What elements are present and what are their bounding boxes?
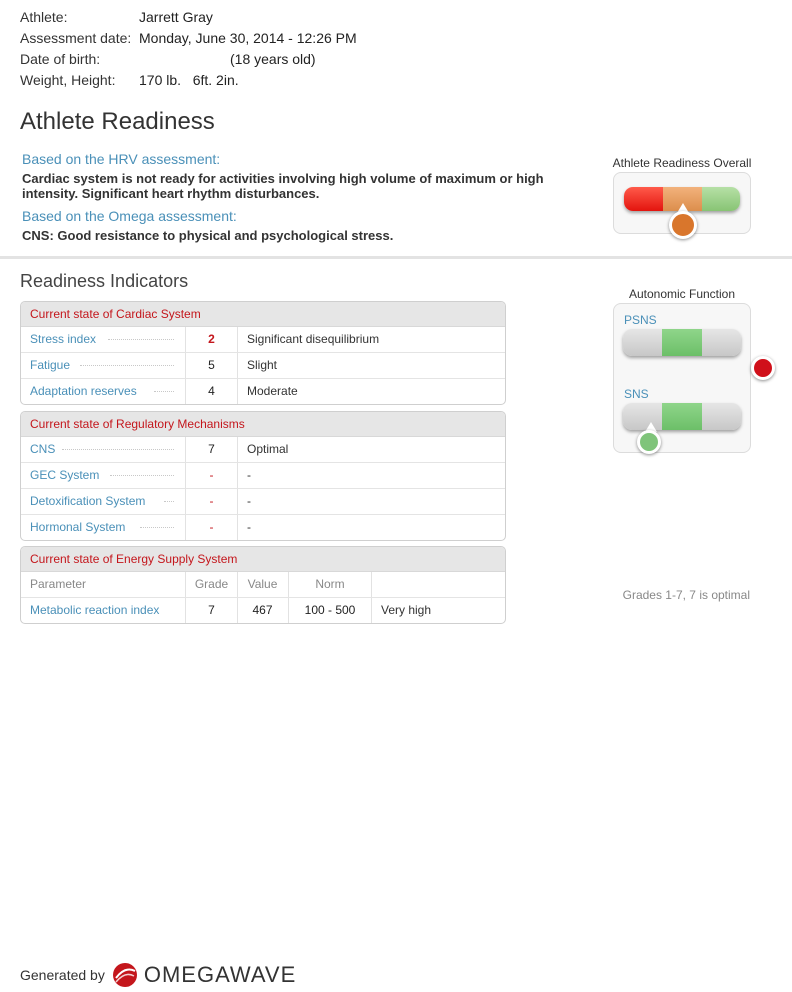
- autonomic-card: [613, 303, 751, 453]
- row-name[interactable]: Metabolic reaction index: [30, 603, 160, 617]
- assessment-date-value: Monday, June 30, 2014 - 12:26 PM: [139, 30, 357, 46]
- dob-value: (18 years old): [230, 51, 316, 67]
- psns-segment-high: [702, 329, 741, 356]
- row-description: Moderate: [247, 384, 298, 398]
- table-header-row: [21, 572, 505, 598]
- table-row: [21, 353, 505, 379]
- dob-label: Date of birth:: [20, 51, 101, 67]
- grades-note: Grades 1-7, 7 is optimal: [622, 588, 750, 602]
- omegawave-wordmark: OMEGAWAVE: [143, 962, 297, 987]
- psns-pointer-icon: [751, 356, 775, 380]
- cardiac-table: [20, 301, 506, 405]
- row-value: 467: [237, 598, 289, 623]
- row-grade: 7: [185, 437, 238, 462]
- athlete-row: [20, 7, 213, 27]
- omega-assessment-label: Based on the Omega assessment:: [22, 208, 237, 224]
- table-row: [21, 437, 505, 463]
- psns-pointer-tip: [757, 342, 769, 352]
- row-name[interactable]: Adaptation reserves: [30, 379, 185, 404]
- column-header-parameter: Parameter: [30, 577, 87, 591]
- weight-height-value: 170 lb. 6ft. 2in.: [139, 72, 239, 88]
- omega-assessment-text: CNS: Good resistance to physical and psychological stress.: [22, 228, 394, 243]
- energy-table-heading: Current state of Energy Supply System: [21, 547, 505, 572]
- regulatory-table: [20, 411, 506, 541]
- row-description: -: [247, 494, 251, 508]
- row-description: Significant disequilibrium: [247, 332, 380, 346]
- generated-by-label: Generated by: [20, 967, 105, 983]
- row-name[interactable]: GEC System: [30, 463, 185, 488]
- row-grade: -: [185, 489, 238, 514]
- table-row: [21, 489, 505, 515]
- indicators-title: Readiness Indicators: [20, 271, 189, 291]
- column-header-value: Value: [237, 572, 289, 597]
- section-divider: [0, 256, 792, 259]
- row-name[interactable]: Hormonal System: [30, 515, 185, 540]
- sns-gauge-bar: [623, 403, 741, 430]
- row-description: Slight: [247, 358, 278, 372]
- regulatory-table-heading: Current state of Regulatory Mechanisms: [21, 412, 505, 437]
- assessment-date-row: [20, 28, 357, 48]
- row-name[interactable]: Stress index: [30, 327, 185, 352]
- overall-gauge-card: [613, 172, 751, 234]
- row-grade: 7: [185, 598, 238, 623]
- row-name[interactable]: Detoxification System: [30, 489, 185, 514]
- row-description: Very high: [381, 603, 432, 617]
- athlete-label: Athlete:: [20, 9, 68, 25]
- row-description: Optimal: [247, 442, 289, 456]
- table-row: [21, 327, 505, 353]
- sns-segment-mid: [662, 403, 702, 430]
- cardiac-table-heading: Current state of Cardiac System: [21, 302, 505, 327]
- weight-height-label: Weight, Height:: [20, 72, 116, 88]
- gauge-segment-low: [624, 187, 663, 211]
- psns-gauge-bar: [623, 329, 741, 356]
- sns-label: SNS: [624, 387, 649, 401]
- psns-segment-low: [623, 329, 662, 356]
- autonomic-title: Autonomic Function: [628, 287, 736, 301]
- row-grade: -: [185, 515, 238, 540]
- row-grade: 4: [185, 379, 238, 404]
- weight-height-row: [20, 70, 239, 90]
- hrv-assessment-text: Cardiac system is not ready for activities involving high volume of maximum or high intensity. Significant heart rhythm disturbances.: [22, 171, 544, 201]
- row-grade: 2: [185, 327, 238, 352]
- dob-row: [20, 49, 316, 69]
- table-row: [21, 463, 505, 489]
- row-grade: 5: [185, 353, 238, 378]
- row-norm: 100 - 500: [289, 598, 372, 623]
- row-name[interactable]: Fatigue: [30, 353, 185, 378]
- table-row: [21, 515, 505, 540]
- sns-segment-high: [702, 403, 741, 430]
- table-row: [21, 379, 505, 404]
- row-description: -: [247, 520, 251, 534]
- footer: [20, 962, 296, 988]
- hrv-assessment-label: Based on the HRV assessment:: [22, 151, 221, 167]
- overall-gauge-title: Athlete Readiness Overall: [612, 156, 752, 170]
- gauge-segment-high: [702, 187, 740, 211]
- row-grade: -: [185, 463, 238, 488]
- sns-pointer-icon: [637, 430, 661, 454]
- psns-label: PSNS: [624, 313, 657, 327]
- row-description: -: [247, 468, 251, 482]
- column-header-grade: Grade: [185, 572, 238, 597]
- table-row: [21, 598, 505, 623]
- athlete-name: Jarrett Gray: [139, 9, 213, 25]
- overall-pointer-icon: [669, 211, 697, 239]
- row-name[interactable]: CNS: [30, 437, 185, 462]
- energy-table: [20, 546, 506, 624]
- page-title: Athlete Readiness: [20, 108, 215, 135]
- column-header-norm: Norm: [289, 572, 372, 597]
- omegawave-logo-icon: [112, 962, 138, 988]
- assessment-date-label: Assessment date:: [20, 30, 132, 46]
- psns-segment-mid: [662, 329, 702, 356]
